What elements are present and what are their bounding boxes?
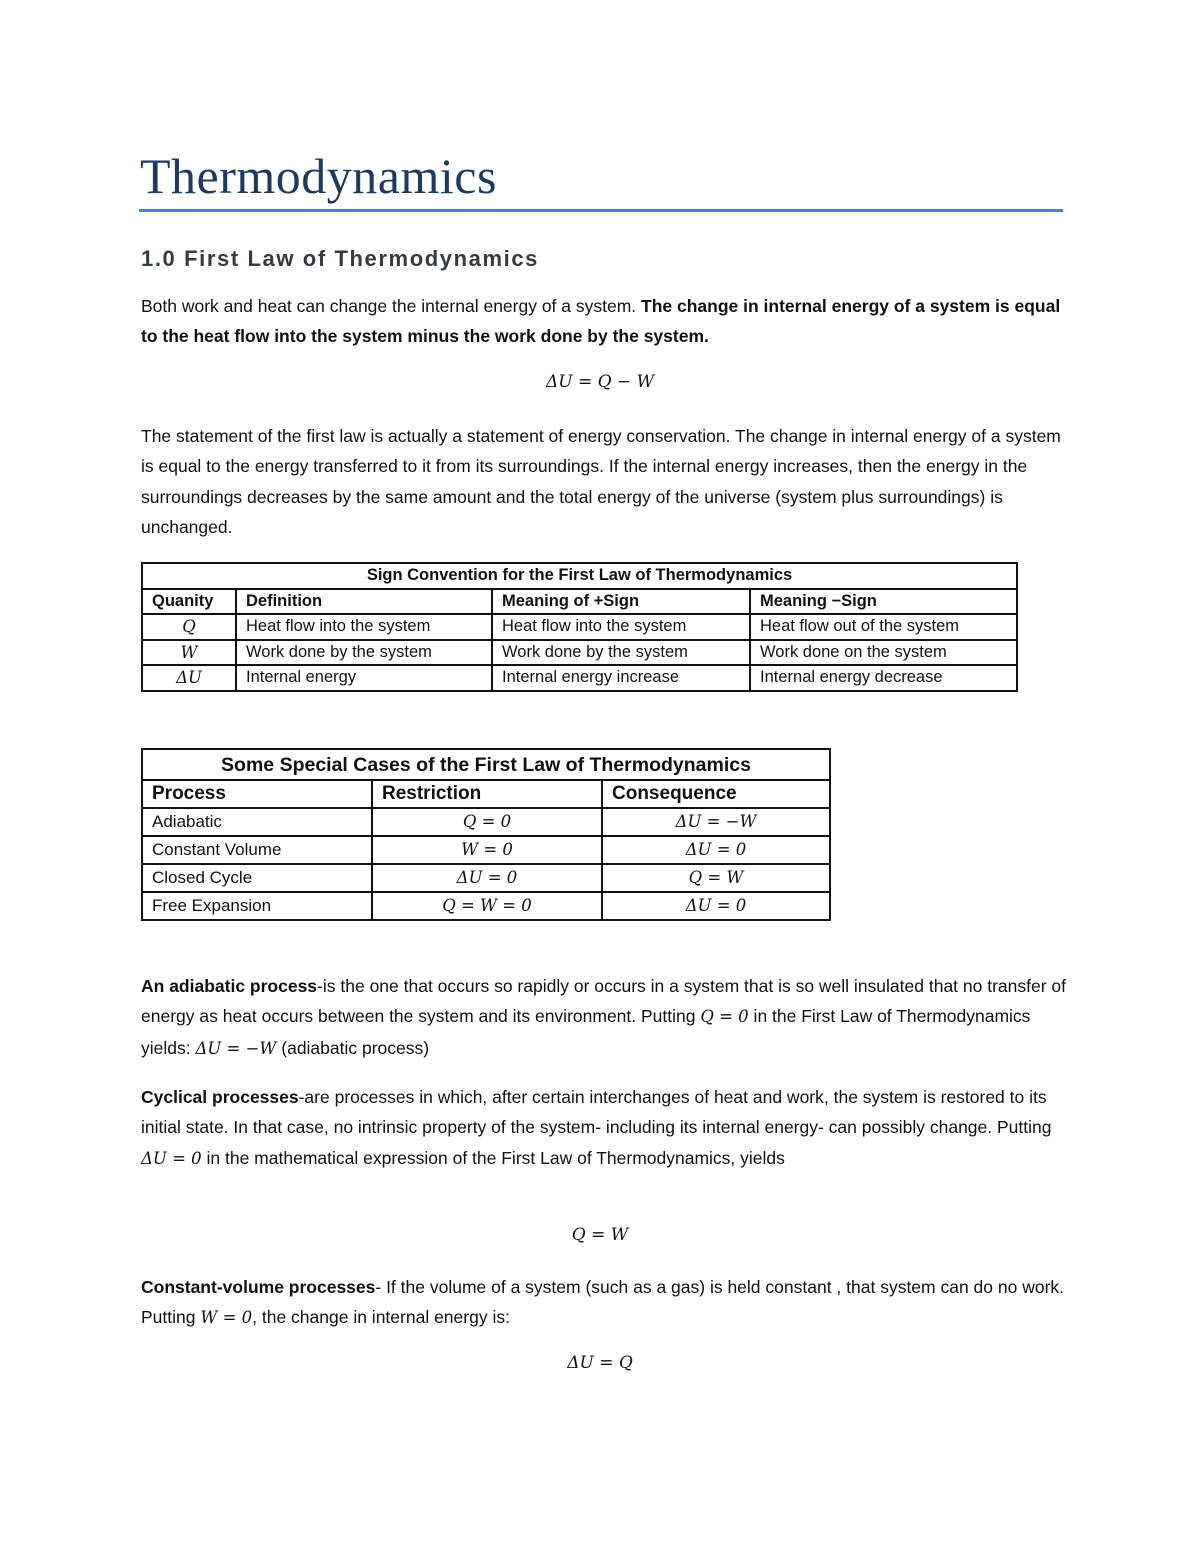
adiabatic-text: -is the one that occurs so rapidly or occurs in a system that is so well insulated that no transfer of energy as heat occurs between the system and its environment. Putting [141,976,1067,1027]
title-underline [139,209,1063,212]
table-caption-row [142,563,1017,589]
constant-volume-term: Constant-volume processes [141,1277,376,1297]
table-row [142,614,1017,640]
table-cell: Constant Volume [142,836,372,864]
table-row [142,808,830,836]
table-row [142,864,830,892]
table-cell: ΔU [142,665,236,691]
cyclical-term: Cyclical processes [141,1087,299,1107]
table-cell: Heat flow into the system [492,614,750,640]
column-header: Meaning of +Sign [492,589,750,615]
table-cell: Internal energy increase [492,665,750,691]
constant-volume-paragraph [141,1272,1066,1334]
column-header: Quanity [142,589,236,615]
table-cell: Adiabatic [142,808,372,836]
table-cell: Internal energy decrease [750,665,1017,691]
section-heading: 1.0 First Law of Thermodynamics [141,246,540,271]
table-header-row [142,780,830,808]
table-row [142,836,830,864]
constant-volume-text: - If the volume of a system (such as a gas) is held constant , that system can do no work. Putting [141,1277,1065,1328]
table-cell: ΔU = 0 [602,892,830,920]
table-caption-row [142,749,830,780]
cases-table-caption: Some Special Cases of the First Law of Thermodynamics [142,749,830,780]
table-cell: W [142,640,236,666]
table-cell: Q = 0 [372,808,602,836]
table-cell: Internal energy [236,665,492,691]
intro-bold-statement: The change in internal energy of a system is equal to the heat flow into the system minus the work done by the system. [141,296,1061,347]
column-header: Restriction [372,780,602,808]
cyclical-math: ΔU = 0 [141,1148,202,1168]
sign-convention-table [141,562,1018,692]
table-cell: ΔU = 0 [602,836,830,864]
table-row [142,892,830,920]
table-cell: Q = W = 0 [372,892,602,920]
column-header: Meaning −Sign [750,589,1017,615]
table-cell: ΔU = 0 [372,864,602,892]
table-header-row [142,589,1017,615]
table-cell: Work done by the system [492,640,750,666]
constant-volume-equation: ΔU = Q [567,1353,633,1373]
sign-table-caption: Sign Convention for the First Law of Thermodynamics [142,563,1017,589]
adiabatic-math: ΔU = −W [195,1038,277,1058]
adiabatic-paragraph [141,971,1066,1064]
table-row [142,640,1017,666]
table-cell: Work done by the system [236,640,492,666]
cyclical-paragraph [141,1082,1066,1174]
first-law-equation: ΔU = Q − W [545,372,655,392]
adiabatic-text: in the First Law of Thermodynamics yields: [141,1006,1031,1058]
table-cell: ΔU = −W [602,808,830,836]
table-cell: Q = W [602,864,830,892]
table-cell: Work done on the system [750,640,1017,666]
document-title: Thermodynamics [140,148,497,204]
table-row [142,665,1017,691]
table-cell: Free Expansion [142,892,372,920]
intro-paragraph [141,291,1066,352]
adiabatic-term: An adiabatic process [141,976,318,996]
table-cell: Q [142,614,236,640]
table-cell: Heat flow out of the system [750,614,1017,640]
adiabatic-text: (adiabatic process) [276,1037,430,1058]
adiabatic-math: Q = 0 [700,1007,749,1027]
table-cell: W = 0 [372,836,602,864]
special-cases-table [141,748,831,921]
cyclical-equation: Q = W [571,1225,629,1245]
constant-volume-text: , the change in internal energy is: [252,1307,510,1328]
column-header: Process [142,780,372,808]
table-cell: Heat flow into the system [236,614,492,640]
table-cell: Closed Cycle [142,864,372,892]
column-header: Consequence [602,780,830,808]
cyclical-text: -are processes in which, after certain interchanges of heat and work, the system is restored to its initial state. In that case, no intrinsic property of the system- including its internal energy- can possibly change. Putting [141,1087,1052,1138]
conservation-paragraph: The statement of the first law is actually a statement of energy conservation. The change in internal energy of a system is equal to the energy transferred to it from its surroundings. If the internal energy increases, then the energy in the surroundings decreases by the same amount and the total energy of the universe (system plus surroundings) is unchanged. [141,426,1061,537]
cyclical-text: in the mathematical expression of the First Law of Thermodynamics, yields [201,1147,785,1168]
constant-volume-math: W = 0 [200,1308,253,1328]
column-header: Definition [236,589,492,615]
intro-text: Both work and heat can change the internal energy of a system. [141,296,642,316]
